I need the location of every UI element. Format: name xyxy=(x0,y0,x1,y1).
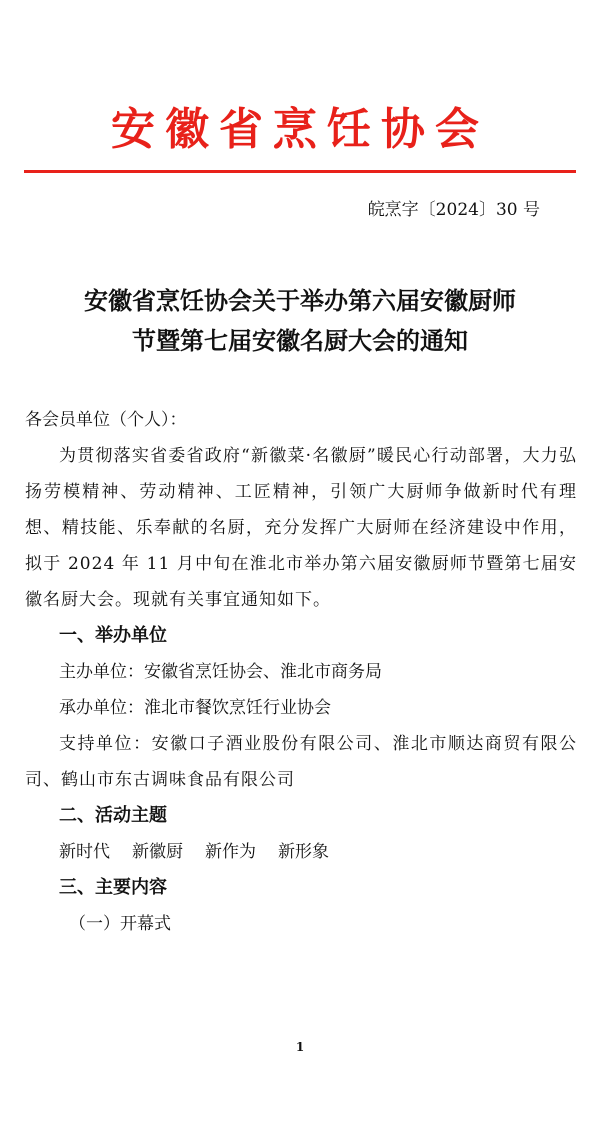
letterhead-red-rule xyxy=(24,170,576,173)
document-number: 皖烹字〔2024〕30 号 xyxy=(367,200,540,220)
subsection-opening-ceremony: （一）开幕式 xyxy=(69,914,171,934)
notice-title-line2: 节暨第七届安徽名厨大会的通知 xyxy=(132,327,468,355)
salutation: 各会员单位（个人）： xyxy=(25,410,187,430)
page-number: 1 xyxy=(295,1040,305,1054)
notice-title-line1: 安徽省烹饪协会关于举办第六届安徽厨师 xyxy=(84,287,516,315)
host-unit: 主办单位：安徽省烹饪协会、淮北市商务局 xyxy=(59,662,382,682)
notice-body xyxy=(25,402,577,942)
section-heading-content: 三、主要内容 xyxy=(59,877,167,898)
theme-item: 新时代 xyxy=(59,842,110,862)
theme-line xyxy=(25,834,577,870)
section-heading-organizers: 一、举办单位 xyxy=(59,625,167,646)
theme-item: 新作为 xyxy=(205,842,256,862)
intro-paragraph: 为贯彻落实省委省政府“新徽菜·名徽厨”暖民心行动部署，大力弘扬劳模精神、劳动精神、工匠精神，引领广大厨师争做新时代有理想、精技能、乐奉献的名厨，充分发挥广大厨师在经济建设中作用，拟于 2024 年 11 月中旬在淮北市举办第六届安徽厨师节暨第七届安徽名厨大会。现就有关事宜通知如下。 xyxy=(25,446,577,610)
theme-item: 新形象 xyxy=(278,842,329,862)
section-heading-theme: 二、活动主题 xyxy=(59,805,167,826)
supporter-unit: 支持单位：安徽口子酒业股份有限公司、淮北市顺达商贸有限公司、鹤山市东古调味食品有限公司 xyxy=(25,734,577,790)
theme-item: 新徽厨 xyxy=(132,842,183,862)
notice-title xyxy=(0,281,600,361)
letterhead-title: 安徽省烹饪协会 xyxy=(111,104,489,155)
organizer-unit: 承办单位：淮北市餐饮烹饪行业协会 xyxy=(59,698,331,718)
